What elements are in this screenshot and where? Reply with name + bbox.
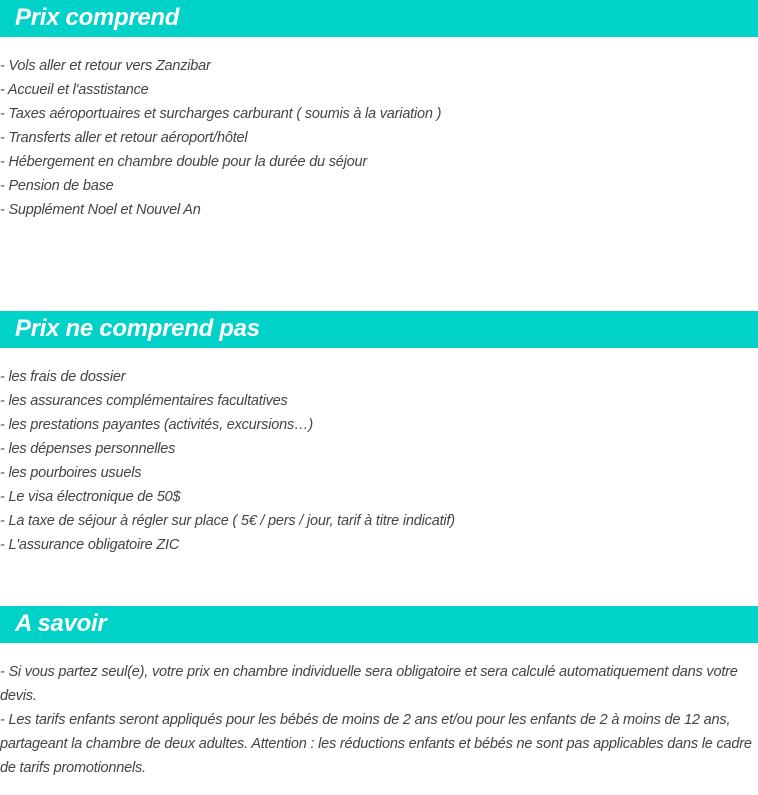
list-item: - La taxe de séjour à régler sur place ( 5€ / pers / jour, tarif à titre indicatif) — [0, 513, 455, 529]
list-item: - Transferts aller et retour aéroport/hôtel — [0, 130, 248, 146]
section-header-price-includes — [0, 0, 758, 37]
info-paragraph: - Si vous partez seul(e), votre prix en chambre individuelle sera obligatoire et sera calculé automatiquement dans votre devis. — [0, 664, 738, 704]
list-item: - Accueil et l'asstistance — [0, 82, 149, 98]
section-title: Prix comprend — [15, 3, 180, 31]
list-item: - les frais de dossier — [0, 369, 126, 385]
list-item: - les prestations payantes (activités, excursions…) — [0, 417, 313, 433]
list-item: - Hébergement en chambre double pour la durée du séjour — [0, 154, 368, 170]
list-item: - les dépenses personnelles — [0, 441, 176, 457]
section-good-to-know — [0, 606, 758, 780]
info-paragraph: - Les tarifs enfants seront appliqués pour les bébés de moins de 2 ans et/ou pour les enfants de 2 à moins de 12 ans, partageant la chambre de deux adultes. Attention : les réductions enfants et bébés ne sont pas applicables dans le cadre de tarifs promotionnels. — [0, 712, 752, 776]
section-price-excludes — [0, 311, 758, 557]
excluded-list — [0, 348, 758, 557]
list-item: - les pourboires usuels — [0, 465, 142, 481]
list-item: - Le visa électronique de 50$ — [0, 489, 181, 505]
section-header-price-excludes — [0, 311, 758, 348]
list-item: - Taxes aéroportuaires et surcharges carburant ( soumis à la variation ) — [0, 106, 442, 122]
list-item: - Vols aller et retour vers Zanzibar — [0, 58, 211, 74]
section-header-good-to-know — [0, 606, 758, 643]
section-price-includes — [0, 0, 758, 222]
section-title: A savoir — [15, 609, 107, 637]
section-title: Prix ne comprend pas — [15, 314, 260, 342]
list-item: - Pension de base — [0, 178, 114, 194]
list-item: - Supplément Noel et Nouvel An — [0, 202, 201, 218]
list-item: - les assurances complémentaires facultatives — [0, 393, 288, 409]
included-list — [0, 37, 758, 222]
list-item: - L'assurance obligatoire ZIC — [0, 537, 180, 553]
info-list — [0, 643, 758, 780]
